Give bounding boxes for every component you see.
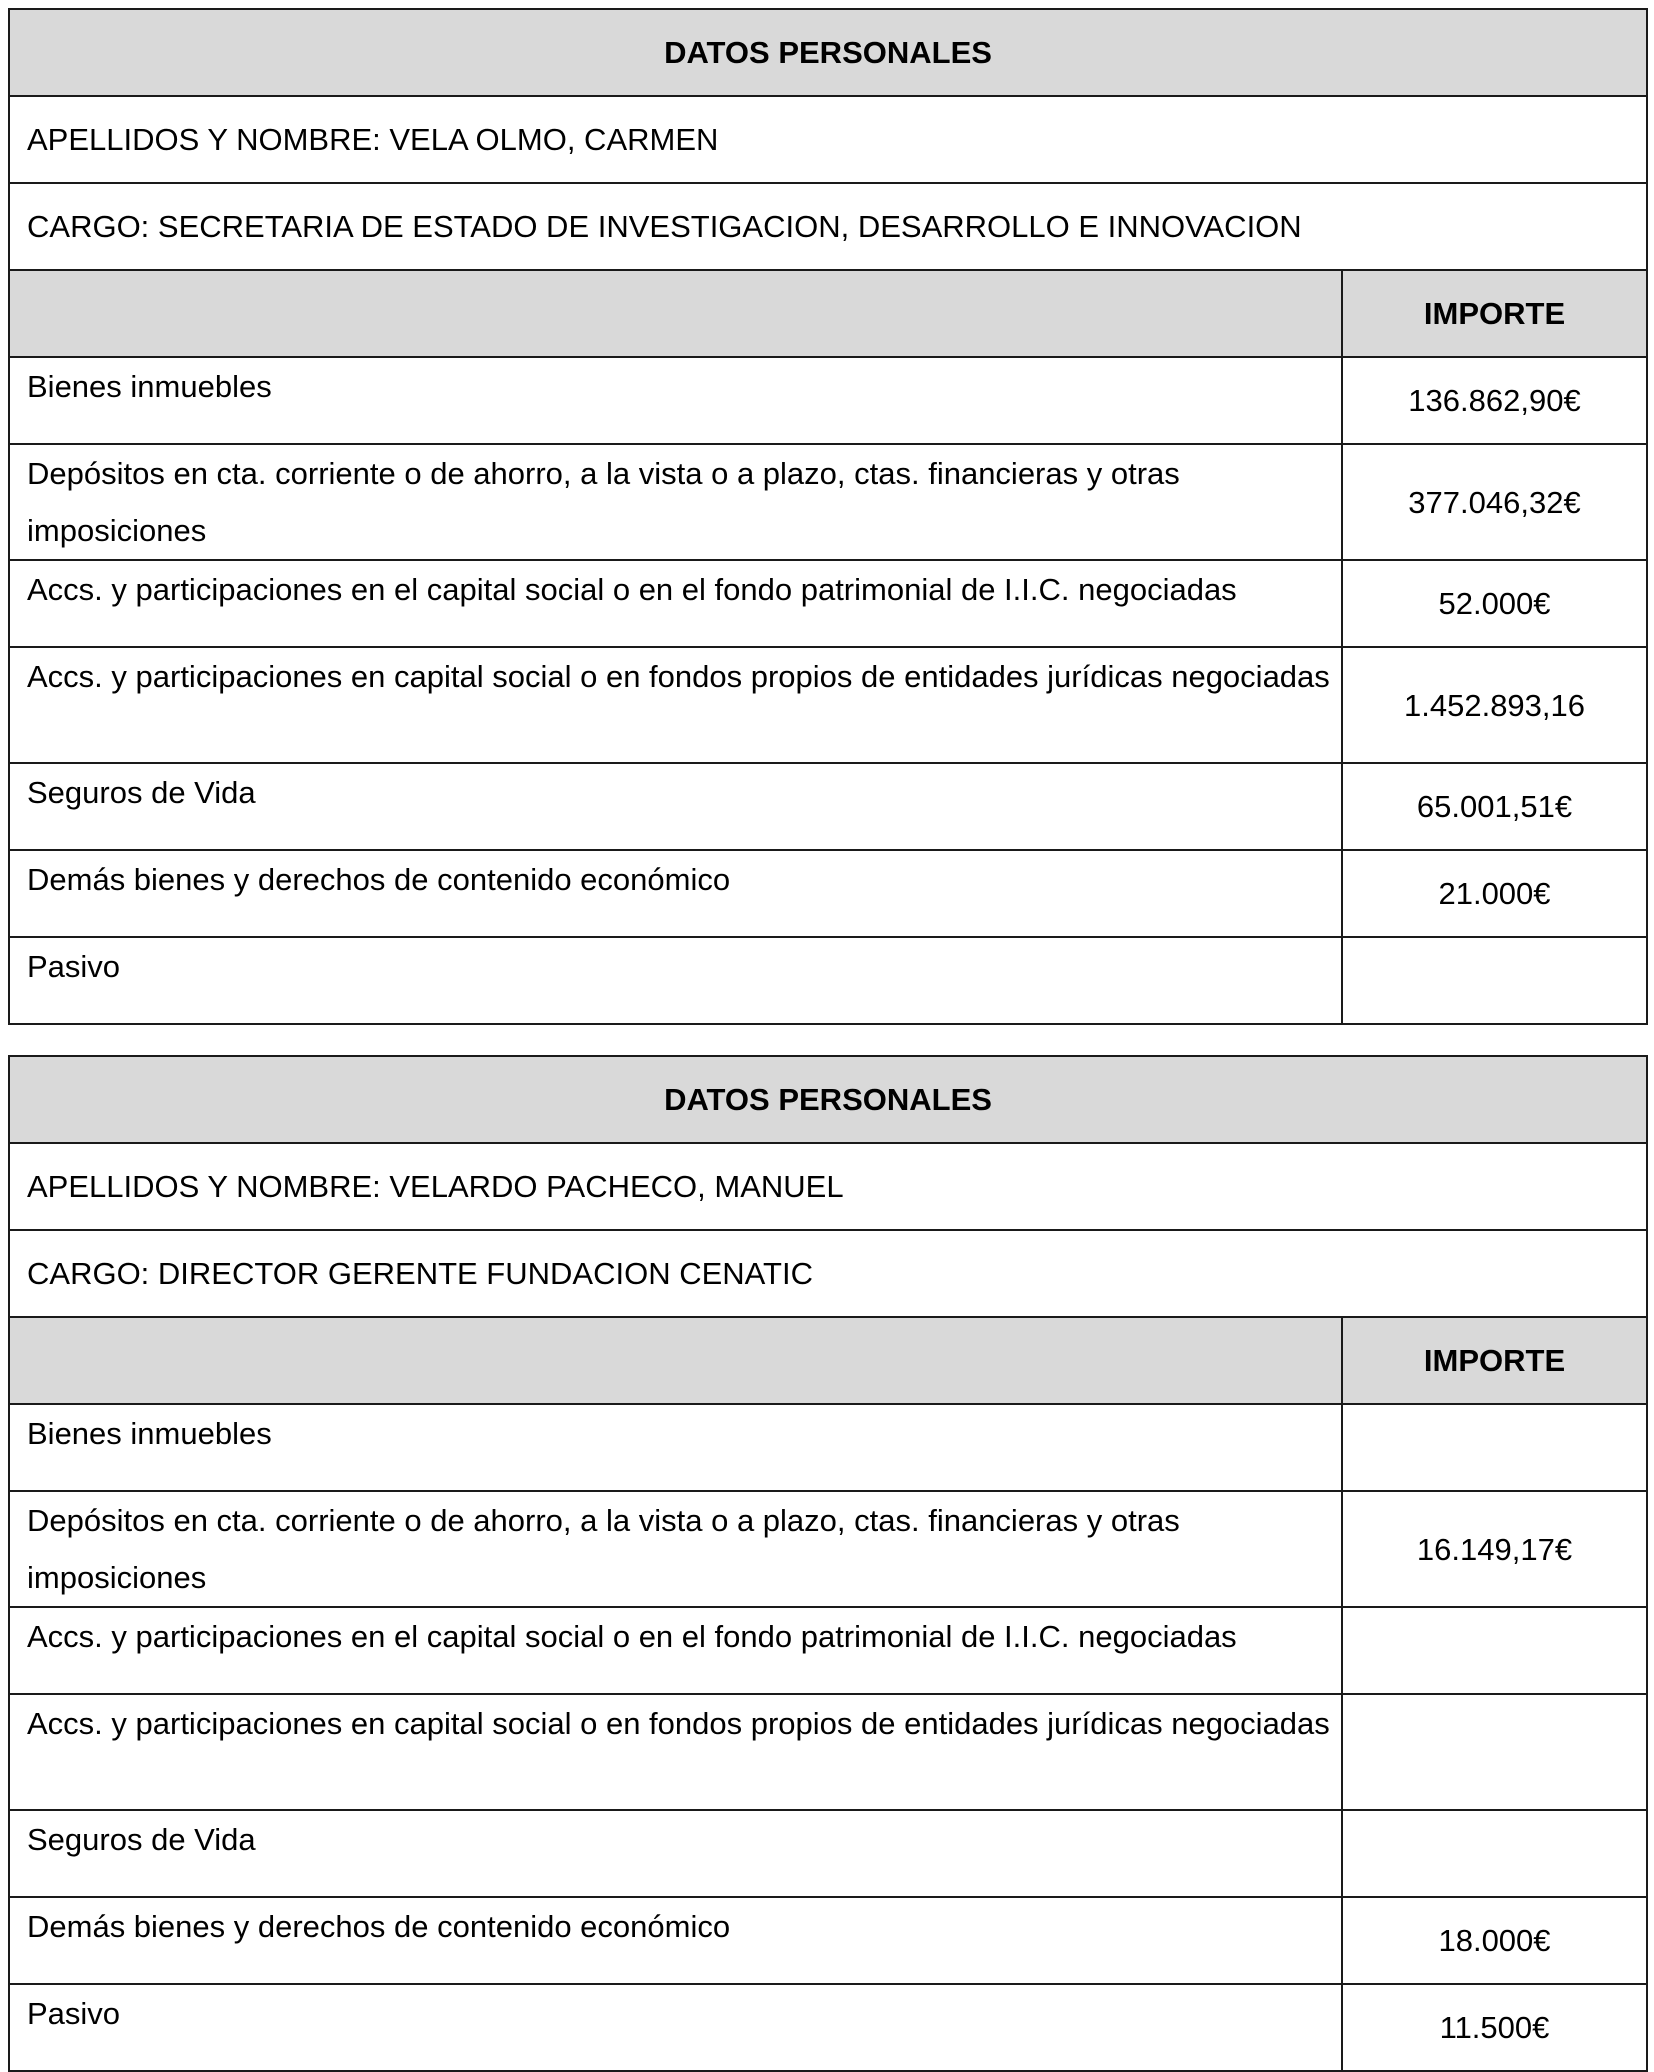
- row-amount: 21.000€: [1342, 850, 1647, 937]
- row-label: Demás bienes y derechos de contenido económico: [9, 850, 1342, 937]
- row-amount: 1.452.893,16: [1342, 647, 1647, 763]
- row-amount: 52.000€: [1342, 560, 1647, 647]
- row-label: Accs. y participaciones en capital social o en fondos propios de entidades jurídicas negociadas: [9, 1694, 1342, 1810]
- row-label: Depósitos en cta. corriente o de ahorro, a la vista o a plazo, ctas. financieras y otras imposiciones: [9, 444, 1342, 560]
- name-line: APELLIDOS Y NOMBRE: VELA OLMO, CARMEN: [9, 96, 1647, 183]
- cargo-line: CARGO: DIRECTOR GERENTE FUNDACION CENATIC: [9, 1230, 1647, 1317]
- row-amount: 65.001,51€: [1342, 763, 1647, 850]
- row-amount: 16.149,17€: [1342, 1491, 1647, 1607]
- row-amount: 11.500€: [1342, 1984, 1647, 2071]
- table-row: [9, 1897, 1647, 1984]
- row-label: Accs. y participaciones en el capital social o en el fondo patrimonial de I.I.C. negociadas: [9, 1607, 1342, 1694]
- row-label: Accs. y participaciones en capital social o en fondos propios de entidades jurídicas negociadas: [9, 647, 1342, 763]
- row-amount: [1342, 937, 1647, 1024]
- row-label: Seguros de Vida: [9, 1810, 1342, 1897]
- row-label: Bienes inmuebles: [9, 1404, 1342, 1491]
- name-line: APELLIDOS Y NOMBRE: VELARDO PACHECO, MANUEL: [9, 1143, 1647, 1230]
- cargo-line: CARGO: SECRETARIA DE ESTADO DE INVESTIGACION, DESARROLLO E INNOVACION: [9, 183, 1647, 270]
- table-row: [9, 1984, 1647, 2071]
- section-title: DATOS PERSONALES: [9, 1056, 1647, 1143]
- label-column-header: [9, 270, 1342, 357]
- row-label: Accs. y participaciones en el capital social o en el fondo patrimonial de I.I.C. negociadas: [9, 560, 1342, 647]
- table-row: [9, 1404, 1647, 1491]
- row-amount: [1342, 1607, 1647, 1694]
- row-label: Pasivo: [9, 1984, 1342, 2071]
- row-label: Demás bienes y derechos de contenido económico: [9, 1897, 1342, 1984]
- table-row: [9, 1810, 1647, 1897]
- table-row: [9, 444, 1647, 560]
- amount-column-header: IMPORTE: [1342, 270, 1647, 357]
- declaration-table-2: [8, 1055, 1648, 2072]
- row-label: Bienes inmuebles: [9, 357, 1342, 444]
- table-row: [9, 1694, 1647, 1810]
- section-title: DATOS PERSONALES: [9, 9, 1647, 96]
- table-row: [9, 1607, 1647, 1694]
- label-column-header: [9, 1317, 1342, 1404]
- row-label: Pasivo: [9, 937, 1342, 1024]
- table-row: [9, 937, 1647, 1024]
- amount-column-header: IMPORTE: [1342, 1317, 1647, 1404]
- row-amount: 136.862,90€: [1342, 357, 1647, 444]
- row-amount: [1342, 1694, 1647, 1810]
- row-label: Depósitos en cta. corriente o de ahorro, a la vista o a plazo, ctas. financieras y otras imposiciones: [9, 1491, 1342, 1607]
- table-row: [9, 850, 1647, 937]
- row-label: Seguros de Vida: [9, 763, 1342, 850]
- row-amount: 18.000€: [1342, 1897, 1647, 1984]
- table-row: [9, 763, 1647, 850]
- table-row: [9, 560, 1647, 647]
- declaration-table-1: [8, 8, 1648, 1025]
- table-row: [9, 647, 1647, 763]
- row-amount: [1342, 1404, 1647, 1491]
- row-amount: 377.046,32€: [1342, 444, 1647, 560]
- table-row: [9, 357, 1647, 444]
- row-amount: [1342, 1810, 1647, 1897]
- table-row: [9, 1491, 1647, 1607]
